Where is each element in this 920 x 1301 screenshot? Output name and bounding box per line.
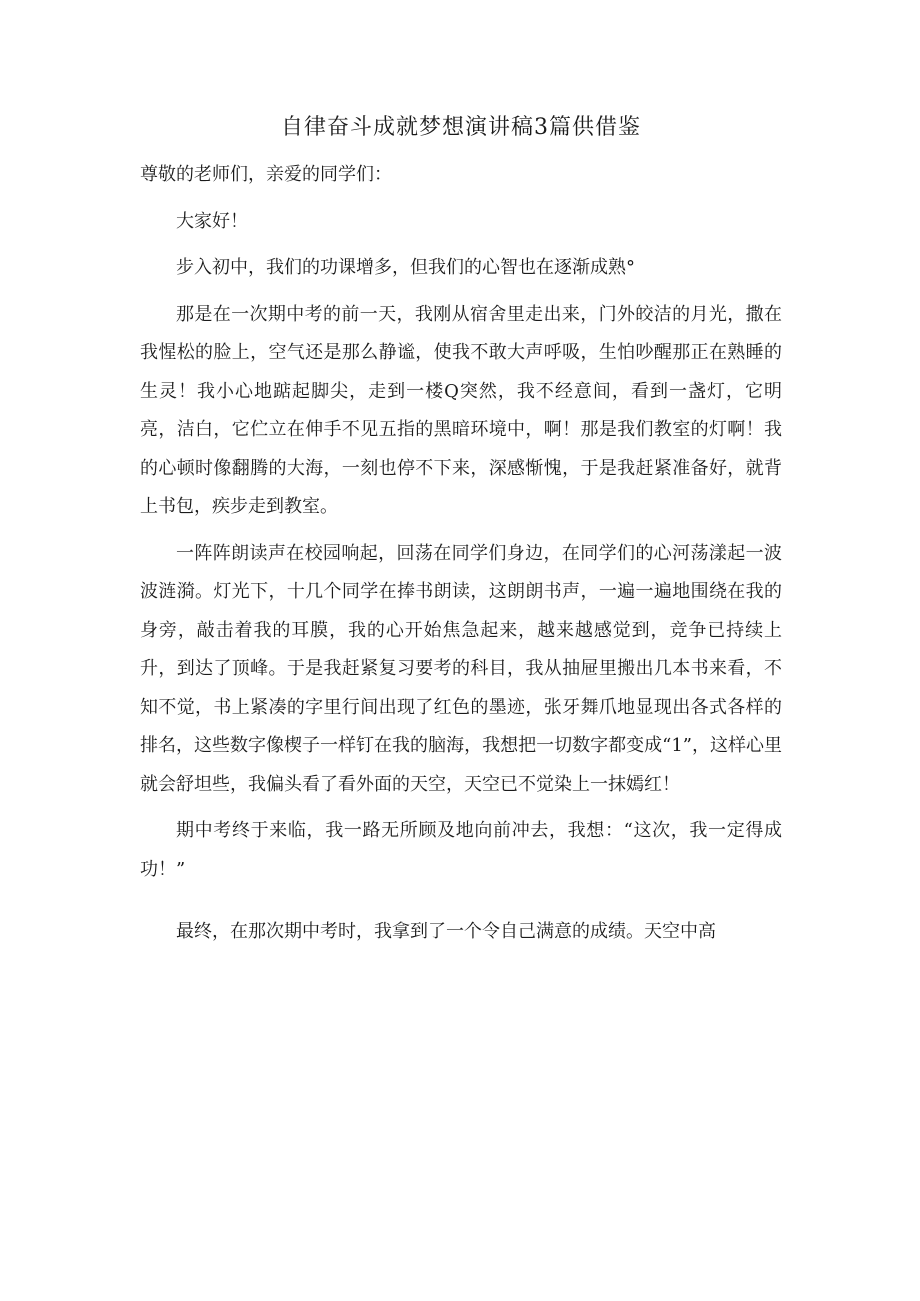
salutation: 尊敬的老师们，亲爱的同学们： <box>140 164 392 185</box>
paragraph-result: 最终，在那次期中考时，我拿到了一个令自己满意的成绩。天空中高 <box>176 921 716 942</box>
paragraph-reading: 一阵阵朗读声在校园响起，回荡在同学们身边，在同学们的心河荡漾起一波波涟漪。灯光下，十几个同学在捧书朗读，这朗朗书声，一遍一遍地围绕在我的身旁，敲击着我的耳膜，我的心开始焦急起来，越来越感觉到，竞争已持续上升，到达了顶峰。于是我赶紧复习要考的科目，我从抽屉里搬出几本书来看，不知不觉，书上紧凑的字里行间出现了红色的墨迹，张牙舞爪地显现出各式各样的排名，这些数字像楔子一样钉在我的脑海，我想把一切数字都变成“1”，这样心里就会舒坦些，我偏头看了看外面的天空，天空已不觉染上一抹嫣红！ <box>140 542 782 795</box>
document-title: 自律奋斗成就梦想演讲稿3篇供借鉴 <box>281 115 641 140</box>
paragraph-intro: 步入初中，我们的功课增多，但我们的心智也在逐渐成熟° <box>176 257 635 278</box>
paragraph-exam: 期中考终于来临，我一路无所顾及地向前冲去，我想：“这次，我一定得成功！” <box>140 820 782 880</box>
paragraph-night-lamp: 那是在一次期中考的前一天，我刚从宿舍里走出来，门外皎洁的月光，撒在我惺松的脸上，空气还是那么静谧，使我不敢大声呼吸，生怕吵醒那正在熟睡的生灵！我小心地踮起脚尖，走到一楼Q突然，我不经意间，看到一盏灯，它明亮，洁白，它伫立在伸手不见五指的黑暗环境中，啊！那是我们教室的灯啊！我的心顿时像翻腾的大海，一刻也停不下来，深感惭愧，于是我赶紧准备好，就背上书包，疾步走到教室。 <box>140 303 782 517</box>
document-page <box>140 108 782 952</box>
paragraph-greeting: 大家好！ <box>176 210 248 232</box>
